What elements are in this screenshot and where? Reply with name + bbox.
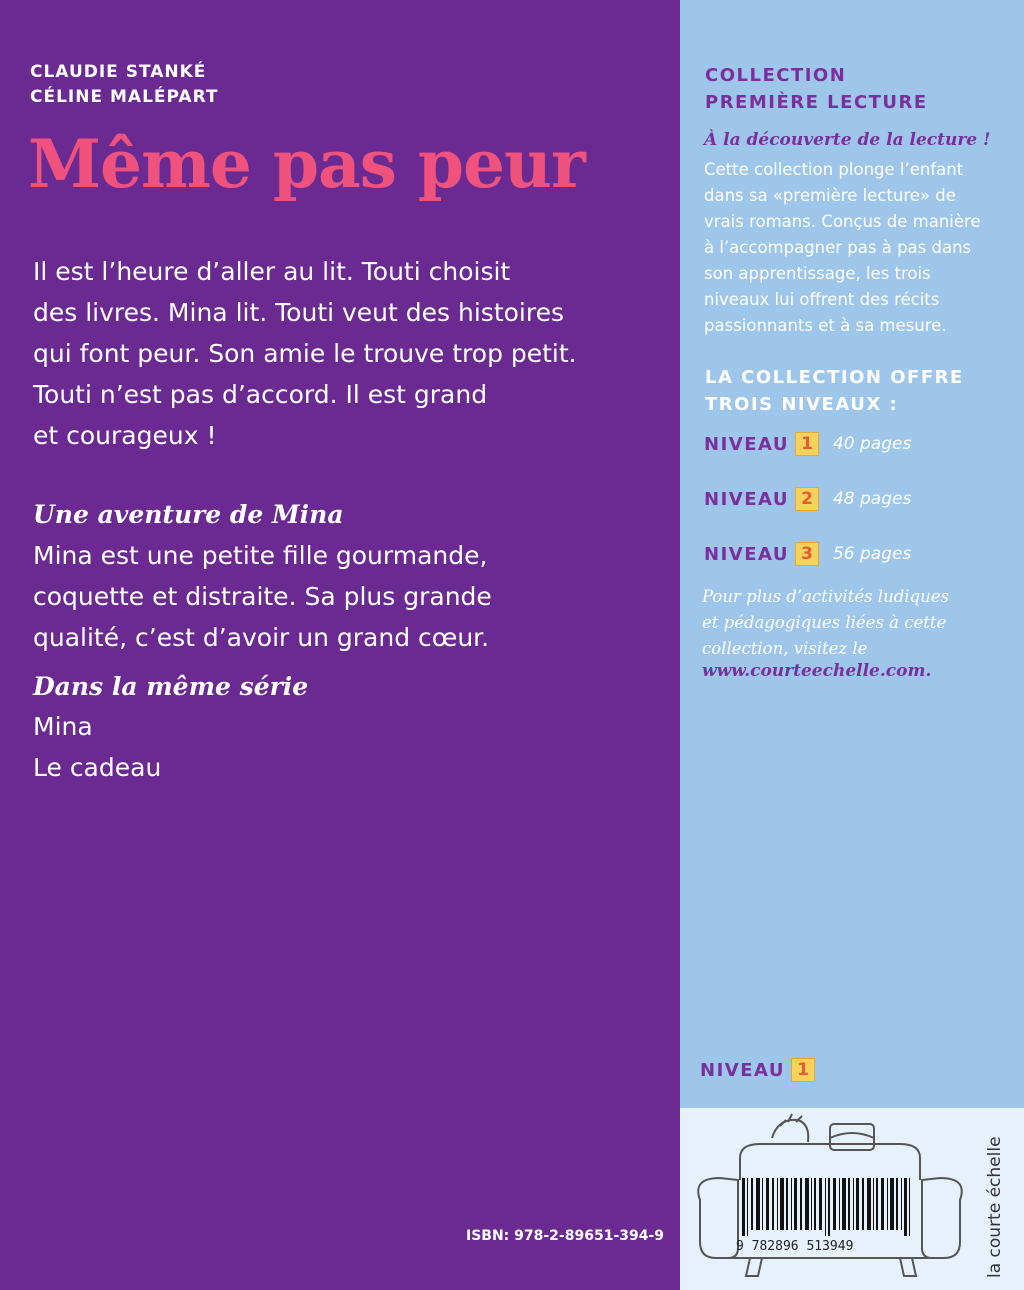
blurb xyxy=(33,251,653,456)
note-line: Pour plus d’activités ludiques xyxy=(702,587,949,606)
collection-heading-line: COLLECTION xyxy=(705,65,847,86)
blurb-line: Touti n’est pas d’accord. Il est grand xyxy=(33,380,488,409)
isbn: ISBN: 978-2-89651-394-9 xyxy=(466,1228,665,1244)
description-line: niveaux lui offrent des récits xyxy=(704,290,940,309)
author-1: CLAUDIE STANKÉ xyxy=(30,62,207,82)
book-title: Même pas peur xyxy=(28,125,585,203)
description-line: passionnants et à sa mesure. xyxy=(704,316,947,335)
collection-note xyxy=(702,584,1012,662)
description-line: vrais romans. Conçus de manière xyxy=(704,212,981,231)
collection-description xyxy=(704,157,1020,339)
description-line: Cette collection plonge l’enfant xyxy=(704,160,964,179)
series-title: Le cadeau xyxy=(33,753,162,782)
blurb-line: et courageux ! xyxy=(33,421,217,450)
collection-slogan: À la découverte de la lecture ! xyxy=(704,130,991,150)
series-title: Mina xyxy=(33,712,93,741)
level-number-badge: 1 xyxy=(795,432,819,456)
author-2: CÉLINE MALÉPART xyxy=(30,87,219,107)
publisher-logo-text: la courte échelle xyxy=(985,1136,1005,1278)
level-row-1 xyxy=(704,432,911,456)
series-list xyxy=(33,706,161,788)
book-level-badge: 1 xyxy=(791,1058,815,1082)
level-label: NIVEAU xyxy=(704,488,789,510)
blurb-line: des livres. Mina lit. Touti veut des histoires xyxy=(33,298,564,327)
description-line: à l’accompagner pas à pas dans xyxy=(704,238,972,257)
website-link[interactable]: www.courteechelle.com. xyxy=(702,661,932,681)
adventure-line: coquette et distraite. Sa plus grande xyxy=(33,582,492,611)
offer-heading xyxy=(705,364,964,418)
adventure-text xyxy=(33,535,653,658)
description-line: dans sa «première lecture» de xyxy=(704,186,956,205)
offer-heading-line: LA COLLECTION OFFRE xyxy=(705,367,964,388)
book-level-label: NIVEAU xyxy=(700,1059,785,1081)
description-line: son apprentissage, les trois xyxy=(704,264,931,283)
sofa-barcode-illustration xyxy=(680,1108,1024,1290)
offer-heading-line: TROIS NIVEAUX : xyxy=(705,394,899,415)
book-level xyxy=(700,1058,815,1082)
barcode-number: 9 782896 513949 xyxy=(736,1239,854,1254)
note-line: et pédagogiques liées à cette xyxy=(702,613,947,632)
level-pages: 40 pages xyxy=(832,434,912,454)
barcode-icon xyxy=(742,1178,910,1236)
collection-heading-line: PREMIÈRE LECTURE xyxy=(705,92,928,113)
adventure-heading: Une aventure de Mina xyxy=(33,500,344,529)
level-row-2 xyxy=(704,487,911,511)
adventure-line: qualité, c’est d’avoir un grand cœur. xyxy=(33,623,490,652)
level-label: NIVEAU xyxy=(704,543,789,565)
authors xyxy=(30,60,219,110)
level-pages: 48 pages xyxy=(832,489,912,509)
series-heading: Dans la même série xyxy=(33,672,309,701)
blurb-line: qui font peur. Son amie le trouve trop petit. xyxy=(33,339,577,368)
level-number-badge: 3 xyxy=(795,542,819,566)
level-number-badge: 2 xyxy=(795,487,819,511)
collection-heading xyxy=(705,62,928,116)
blurb-line: Il est l’heure d’aller au lit. Touti choisit xyxy=(33,257,511,286)
note-line: collection, visitez le xyxy=(702,639,868,658)
adventure-line: Mina est une petite fille gourmande, xyxy=(33,541,488,570)
level-label: NIVEAU xyxy=(704,433,789,455)
level-row-3 xyxy=(704,542,911,566)
level-pages: 56 pages xyxy=(832,544,912,564)
